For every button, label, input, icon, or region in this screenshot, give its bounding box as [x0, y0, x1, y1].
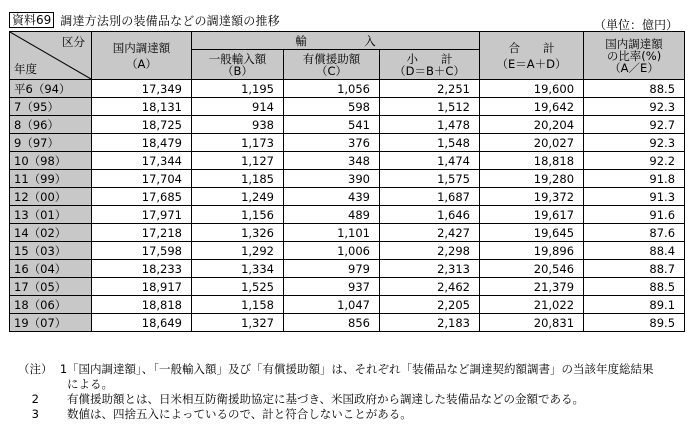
- value-cell: 17,704: [92, 170, 192, 188]
- note-line: （注） 1 「国内調達額」、「一般輸入額」及び「有償援助額」は、それぞれ「装備品など調達契約額調書」の当該年度総結果: [18, 362, 654, 376]
- table-row: [10, 134, 685, 152]
- table-row: [10, 170, 685, 188]
- year-cell: 11（99）: [10, 170, 92, 188]
- value-cell: 18,818: [92, 296, 192, 314]
- value-cell: 914: [192, 98, 284, 116]
- year-cell: 平6（94）: [10, 80, 92, 98]
- unit-label: （単位：億円）: [593, 18, 678, 32]
- value-cell: 18,818: [480, 152, 584, 170]
- value-cell: 17,971: [92, 206, 192, 224]
- table-row: [10, 296, 685, 314]
- value-cell: 17,349: [92, 80, 192, 98]
- value-cell: 1,575: [380, 170, 480, 188]
- value-cell: 19,642: [480, 98, 584, 116]
- value-cell: 1,173: [192, 134, 284, 152]
- value-cell: 92.3: [584, 98, 685, 116]
- value-cell: 17,685: [92, 188, 192, 206]
- note-text: による。: [67, 377, 113, 391]
- value-cell: 18,233: [92, 260, 192, 278]
- value-cell: 20,831: [480, 314, 584, 332]
- value-cell: 1,687: [380, 188, 480, 206]
- year-cell: 18（06）: [10, 296, 92, 314]
- value-cell: 1,056: [284, 80, 380, 98]
- col-import-group: 輸 入: [192, 32, 480, 50]
- value-cell: 937: [284, 278, 380, 296]
- col-general-import: 一般輸入額 （B）: [192, 50, 284, 80]
- year-cell: 7（95）: [10, 98, 92, 116]
- table-row: [10, 98, 685, 116]
- value-cell: 1,127: [192, 152, 284, 170]
- value-cell: 439: [284, 188, 380, 206]
- value-cell: 17,218: [92, 224, 192, 242]
- table-row: [10, 260, 685, 278]
- value-cell: 2,462: [380, 278, 480, 296]
- note-text: 数値は、四捨五入によっているので、計と符合しないことがある。: [67, 407, 412, 421]
- year-cell: 10（98）: [10, 152, 92, 170]
- value-cell: 18,649: [92, 314, 192, 332]
- value-cell: 1,101: [284, 224, 380, 242]
- value-cell: 91.6: [584, 206, 685, 224]
- value-cell: 20,027: [480, 134, 584, 152]
- value-cell: 979: [284, 260, 380, 278]
- value-cell: 1,478: [380, 116, 480, 134]
- value-cell: 1,334: [192, 260, 284, 278]
- corner-header: [10, 32, 92, 80]
- table-row: [10, 224, 685, 242]
- value-cell: 18,917: [92, 278, 192, 296]
- note-line: [18, 377, 654, 392]
- table-row: [10, 188, 685, 206]
- note-text: 「国内調達額」、「一般輸入額」及び「有償援助額」は、それぞれ「装備品など調達契約額調書」の当該年度総結果: [67, 362, 654, 376]
- col-subtotal: 小 計 （D＝B＋C）: [380, 50, 480, 80]
- value-cell: 1,185: [192, 170, 284, 188]
- value-cell: 2,427: [380, 224, 480, 242]
- year-cell: 16（04）: [10, 260, 92, 278]
- value-cell: 1,548: [380, 134, 480, 152]
- value-cell: 2,298: [380, 242, 480, 260]
- value-cell: 1,158: [192, 296, 284, 314]
- value-cell: 1,646: [380, 206, 480, 224]
- table-row: [10, 314, 685, 332]
- table-row: [10, 116, 685, 134]
- value-cell: 19,617: [480, 206, 584, 224]
- value-cell: 19,896: [480, 242, 584, 260]
- value-cell: 1,474: [380, 152, 480, 170]
- value-cell: 1,512: [380, 98, 480, 116]
- value-cell: 2,251: [380, 80, 480, 98]
- notes: [18, 362, 654, 422]
- value-cell: 92.7: [584, 116, 685, 134]
- table-row: [10, 152, 685, 170]
- value-cell: 2,313: [380, 260, 480, 278]
- note-line: 2 有償援助額とは、日米相互防衛援助協定に基づき、米国政府から調達した装備品などの金額である。: [31, 392, 585, 406]
- col-fms: 有償援助額 （C）: [284, 50, 380, 80]
- value-cell: 2,205: [380, 296, 480, 314]
- table-row: [10, 242, 685, 260]
- value-cell: 856: [284, 314, 380, 332]
- table-row: [10, 278, 685, 296]
- value-cell: 1,249: [192, 188, 284, 206]
- corner-bottom-label: 年度: [14, 62, 37, 76]
- table-row: [10, 206, 685, 224]
- value-cell: 87.6: [584, 224, 685, 242]
- value-cell: 1,006: [284, 242, 380, 260]
- value-cell: 19,600: [480, 80, 584, 98]
- value-cell: 91.8: [584, 170, 685, 188]
- note-line: 3 数値は、四捨五入によっているので、計と符合しないことがある。: [31, 407, 412, 421]
- value-cell: 1,327: [192, 314, 284, 332]
- value-cell: 18,479: [92, 134, 192, 152]
- corner-top-label: 区分: [62, 35, 85, 49]
- value-cell: 2,183: [380, 314, 480, 332]
- value-cell: 17,344: [92, 152, 192, 170]
- value-cell: 1,156: [192, 206, 284, 224]
- value-cell: 598: [284, 98, 380, 116]
- value-cell: 1,326: [192, 224, 284, 242]
- value-cell: 19,645: [480, 224, 584, 242]
- col-total: 合 計 （E＝A＋D）: [480, 32, 584, 80]
- value-cell: 376: [284, 134, 380, 152]
- procurement-table: [9, 31, 685, 332]
- value-cell: 89.1: [584, 296, 685, 314]
- year-cell: 8（96）: [10, 116, 92, 134]
- value-cell: 1,525: [192, 278, 284, 296]
- value-cell: 1,292: [192, 242, 284, 260]
- col-domestic: 国内調達額 （A）: [92, 32, 192, 80]
- value-cell: 88.5: [584, 278, 685, 296]
- value-cell: 88.5: [584, 80, 685, 98]
- document-header: [9, 12, 280, 28]
- value-cell: 88.4: [584, 242, 685, 260]
- value-cell: 1,195: [192, 80, 284, 98]
- value-cell: 18,725: [92, 116, 192, 134]
- value-cell: 92.3: [584, 134, 685, 152]
- value-cell: 19,280: [480, 170, 584, 188]
- value-cell: 91.3: [584, 188, 685, 206]
- value-cell: 21,379: [480, 278, 584, 296]
- value-cell: 88.7: [584, 260, 685, 278]
- value-cell: 18,131: [92, 98, 192, 116]
- value-cell: 541: [284, 116, 380, 134]
- value-cell: 21,022: [480, 296, 584, 314]
- document-title: 調達方法別の装備品などの調達額の推移: [60, 13, 280, 28]
- value-cell: 89.5: [584, 314, 685, 332]
- note-text: 有償援助額とは、日米相互防衛援助協定に基づき、米国政府から調達した装備品などの金額である。: [67, 392, 585, 406]
- year-cell: 15（03）: [10, 242, 92, 260]
- value-cell: 1,047: [284, 296, 380, 314]
- table-row: [10, 80, 685, 98]
- value-cell: 20,204: [480, 116, 584, 134]
- value-cell: 20,546: [480, 260, 584, 278]
- value-cell: 489: [284, 206, 380, 224]
- value-cell: 938: [192, 116, 284, 134]
- value-cell: 348: [284, 152, 380, 170]
- value-cell: 92.2: [584, 152, 685, 170]
- year-cell: 14（02）: [10, 224, 92, 242]
- document-tag: 資料69: [9, 12, 54, 28]
- value-cell: 19,372: [480, 188, 584, 206]
- year-cell: 9（97）: [10, 134, 92, 152]
- value-cell: 17,598: [92, 242, 192, 260]
- year-cell: 12（00）: [10, 188, 92, 206]
- year-cell: 19（07）: [10, 314, 92, 332]
- notes-label: （注）: [18, 362, 53, 376]
- value-cell: 390: [284, 170, 380, 188]
- year-cell: 13（01）: [10, 206, 92, 224]
- col-ratio: 国内調達額 の比率(%) （A／E）: [584, 32, 685, 80]
- year-cell: 17（05）: [10, 278, 92, 296]
